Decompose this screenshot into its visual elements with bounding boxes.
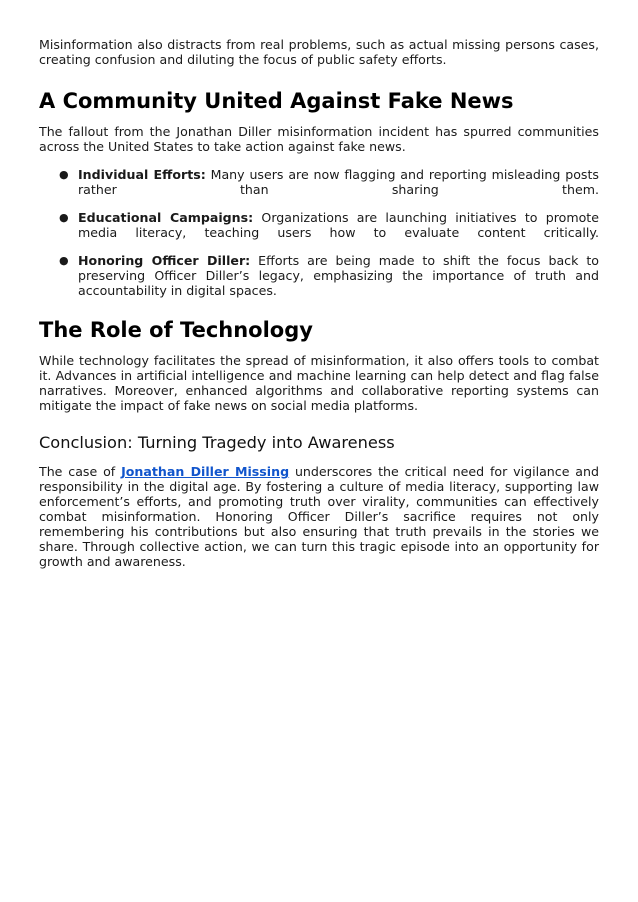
conclusion-paragraph [39, 464, 599, 569]
community-bullet-list [39, 167, 599, 298]
bullet-icon: ● [59, 168, 69, 181]
technology-paragraph: While technology facilitates the spread of misinformation, it also offers tools to combat it. Advances in artificial intelligence and machine learning can help detect and flag false narratives. Moreover, enhanced algorithms and collaborative reporting systems can mitigate the impact of fake news on social media platforms. [39, 353, 599, 413]
bullet-icon: ● [59, 254, 69, 267]
jonathan-diller-missing-link[interactable]: Jonathan Diller Missing [121, 464, 290, 479]
bullet-item-individual-efforts [39, 167, 599, 197]
conclusion-section [39, 433, 599, 569]
intro-paragraph: Misinformation also distracts from real problems, such as actual missing persons cases, creating confusion and diluting the focus of public safety efforts. [39, 37, 599, 67]
technology-heading: The Role of Technology [39, 318, 313, 342]
conclusion-text-after-link: underscores the critical need for vigilance and responsibility in the digital age. By fostering a culture of media literacy, supporting law enforcement’s efforts, and promoting truth over virality, communities can effectively combat misinformation. Honoring Officer Diller’s sacrifice requires not only remembering his contributions but also ensuring that truth prevails in the stories we share. Through collective action, we can turn this tragic episode into an opportunity for growth and awareness. [39, 464, 599, 569]
bullet-item-honoring-officer-diller [39, 253, 599, 298]
conclusion-heading: Conclusion: Turning Tragedy into Awareness [39, 433, 395, 452]
bullet-text: Many users are now flagging and reporting misleading posts rather than sharing them. [78, 167, 599, 197]
bullet-term: Individual Efforts: [78, 167, 206, 182]
bullet-text: Organizations are launching initiatives to promote media literacy, teaching users how to evaluate content critically. [78, 210, 599, 240]
community-heading: A Community United Against Fake News [39, 89, 514, 113]
conclusion-text-before-link: The case of [39, 464, 122, 479]
bullet-text: Efforts are being made to shift the focus back to preserving Officer Diller’s legacy, emphasizing the importance of truth and accountability in digital spaces. [78, 253, 599, 298]
community-paragraph: The fallout from the Jonathan Diller misinformation incident has spurred communities across the United States to take action against fake news. [39, 124, 599, 154]
bullet-item-educational-campaigns [39, 210, 599, 240]
community-section [39, 89, 599, 298]
bullet-icon: ● [59, 211, 69, 224]
bullet-term: Educational Campaigns: [78, 210, 254, 225]
technology-section [39, 318, 599, 413]
bullet-term: Honoring Officer Diller: [78, 253, 251, 268]
